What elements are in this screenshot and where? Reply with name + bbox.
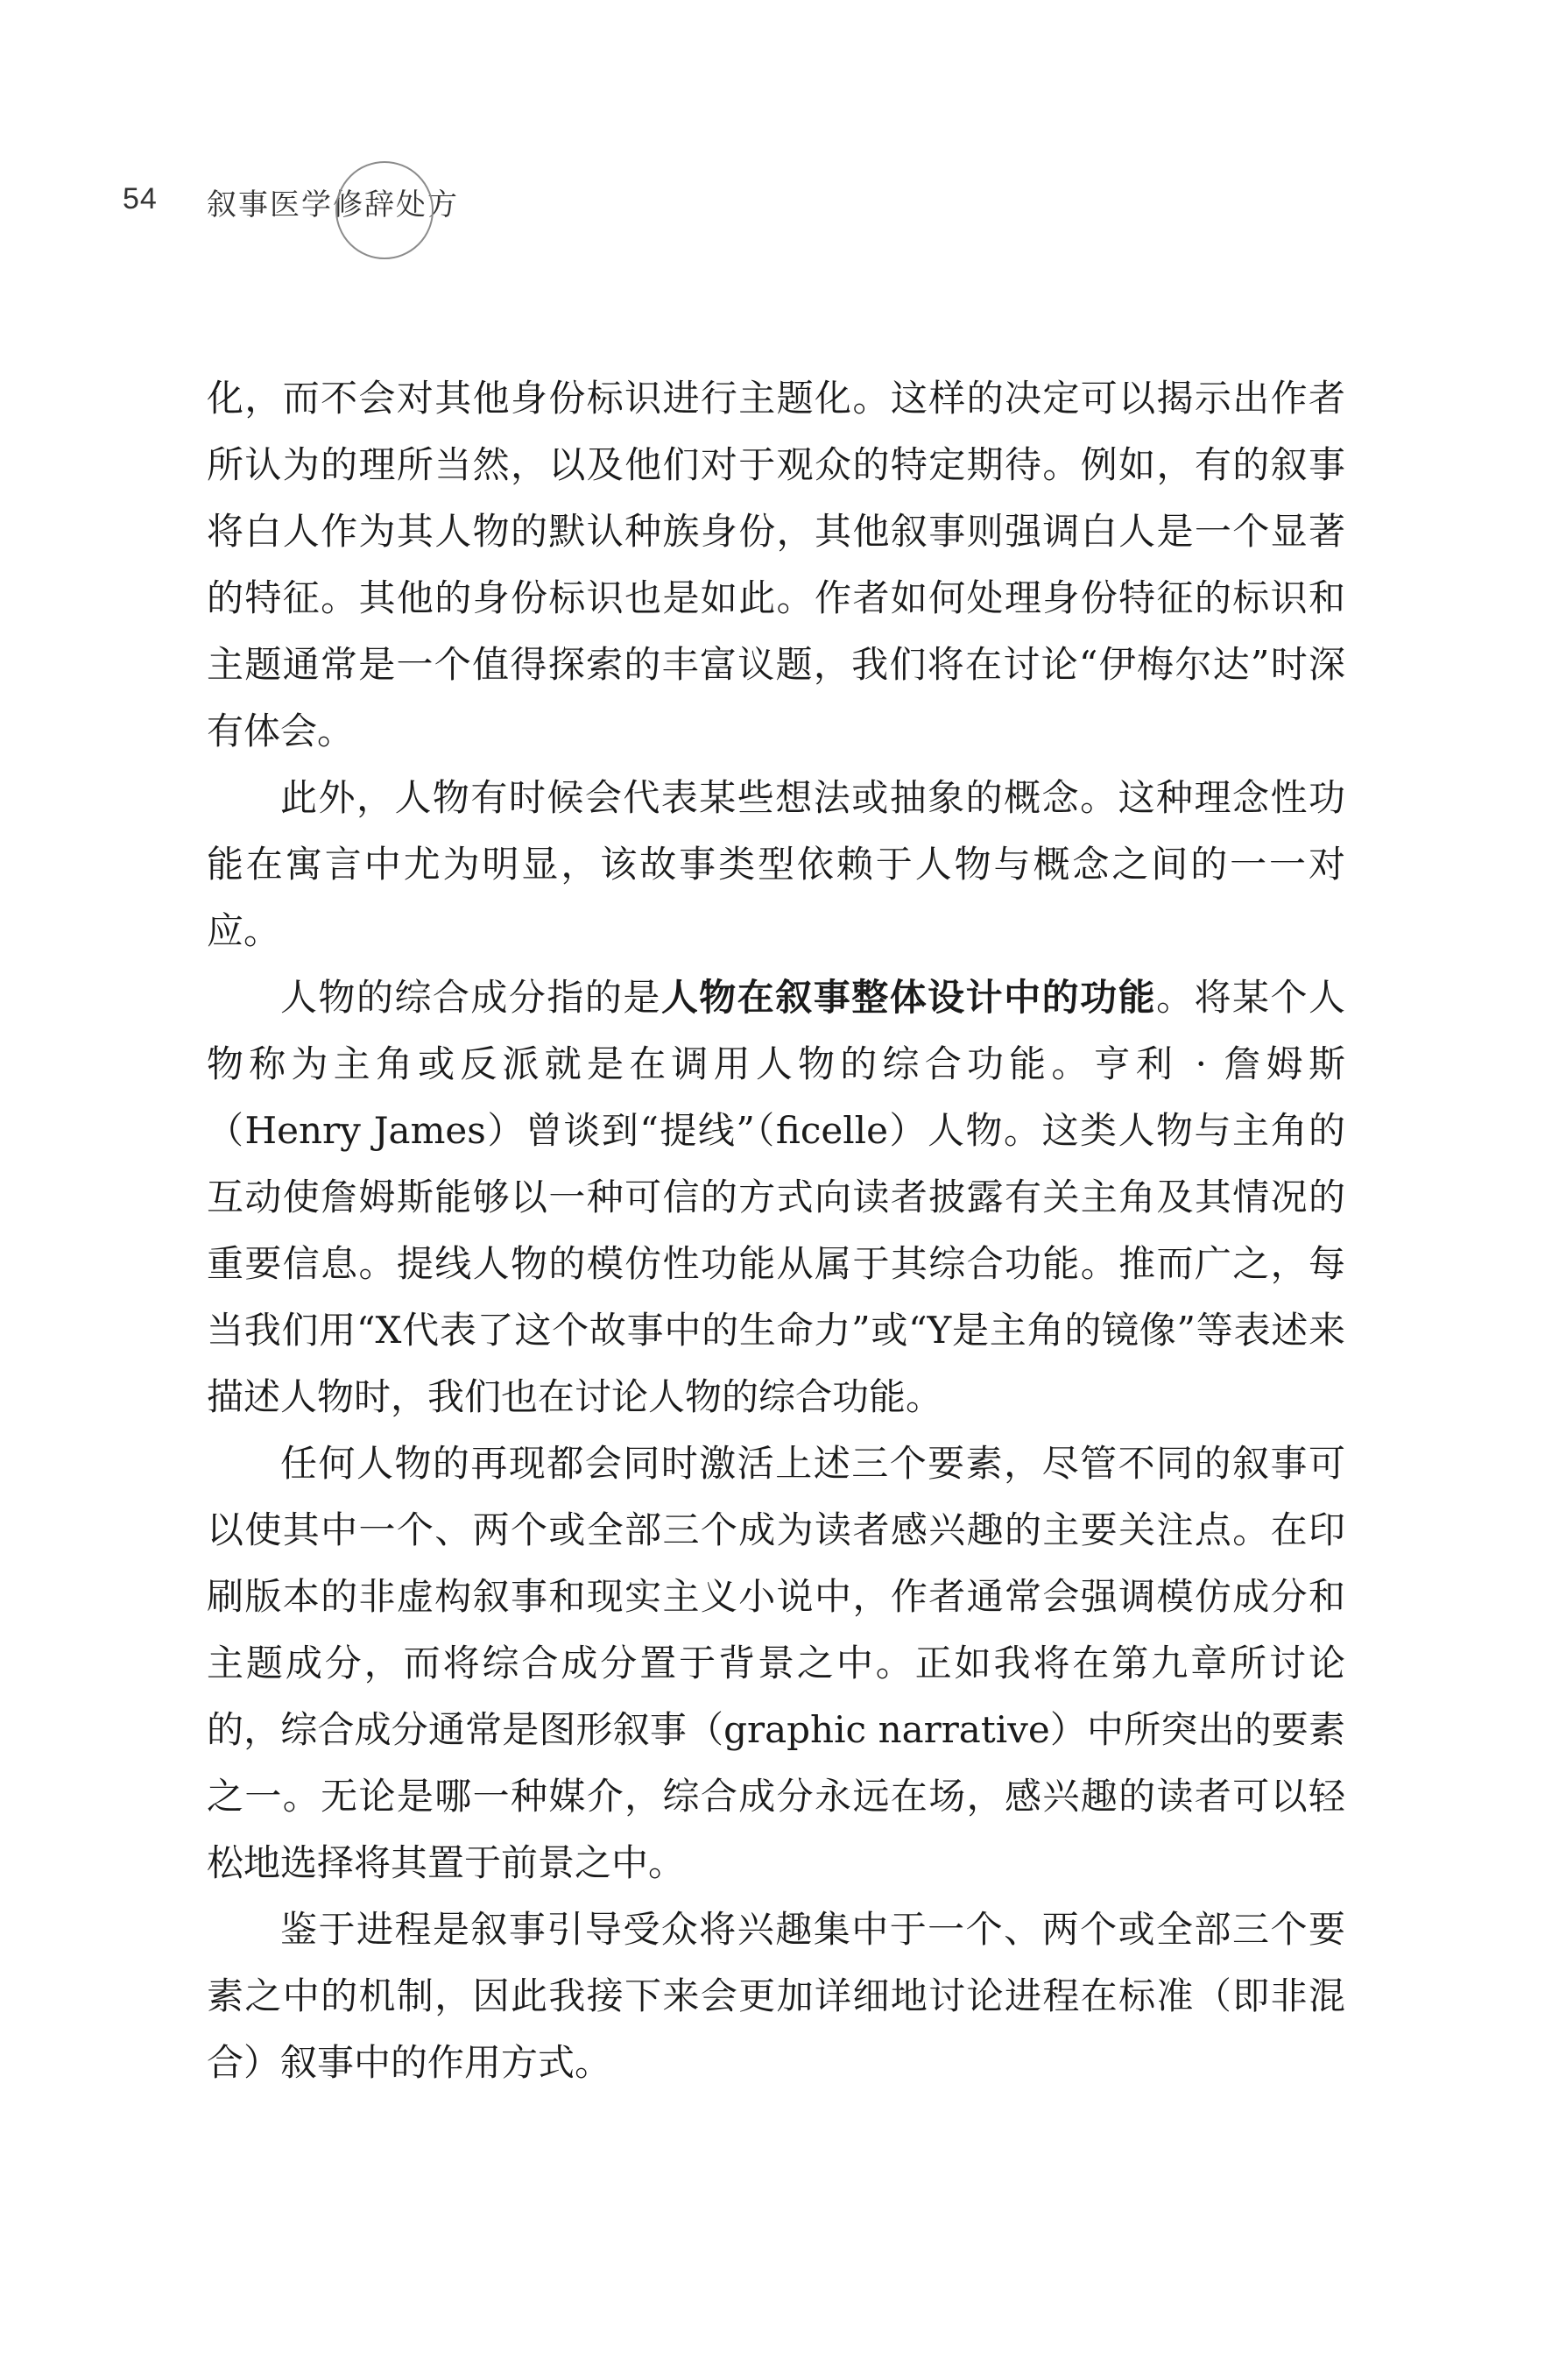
page-number: 54: [123, 182, 158, 215]
running-title: 叙事医学修辞处方: [207, 187, 459, 222]
paragraph-text: 人物的综合成分指的是: [280, 976, 661, 1019]
paragraph: 此外，人物有时候会代表某些想法或抽象的概念。这种理念性功能在寓言中尤为明显，该故事类型依赖于人物与概念之间的一一对应。: [207, 776, 1345, 952]
decorative-circle-ornament: [335, 161, 434, 259]
paragraph: 鉴于进程是叙事引导受众将兴趣集中于一个、两个或全部三个要素之中的机制，因此我接下来会更加详细地讨论进程在标准（即非混合）叙事中的作用方式。: [207, 1908, 1345, 2084]
paragraph: 任何人物的再现都会同时激活上述三个要素，尽管不同的叙事可以使其中一个、两个或全部三个成为读者感兴趣的主要关注点。在印刷版本的非虚构叙事和现实主义小说中，作者通常会强调模仿成分和主题成分，而将综合成分置于背景之中。正如我将在第九章所讨论的，综合成分通常是图形叙事（graphic narrative）中所突出的要素之一。无论是哪一种媒介，综合成分永远在场，感兴趣的读者可以轻松地选择将其置于前景之中。: [207, 1442, 1345, 1884]
paragraph: [207, 964, 1345, 1430]
emphasized-text: 人物在叙事整体设计中的功能: [660, 976, 1157, 1019]
page-header: [0, 0, 1552, 289]
paragraph-continued: 化，而不会对其他身份标识进行主题化。这样的决定可以揭示出作者所认为的理所当然，以及他们对于观众的特定期待。例如，有的叙事将白人作为其人物的默认种族身份，其他叙事则强调白人是一个显著的特征。其他的身份标识也是如此。作者如何处理身份特征的标识和主题通常是一个值得探索的丰富议题，我们将在讨论“伊梅尔达”时深有体会。: [207, 377, 1345, 752]
body-text: [207, 365, 1345, 2096]
paragraph-text: 。将某个人物称为主角或反派就是在调用人物的综合功能。亨利 · 詹姆斯（Henry James）曾谈到“提线”（ficelle）人物。这类人物与主角的互动使詹姆斯能够以一种可信的方式向读者披露有关主角及其情况的重要信息。提线人物的模仿性功能从属于其综合功能。推而广之，每当我们用“X代表了这个故事中的生命力”或“Y是主角的镜像”等表述来描述人物时，我们也在讨论人物的综合功能。: [207, 976, 1345, 1418]
